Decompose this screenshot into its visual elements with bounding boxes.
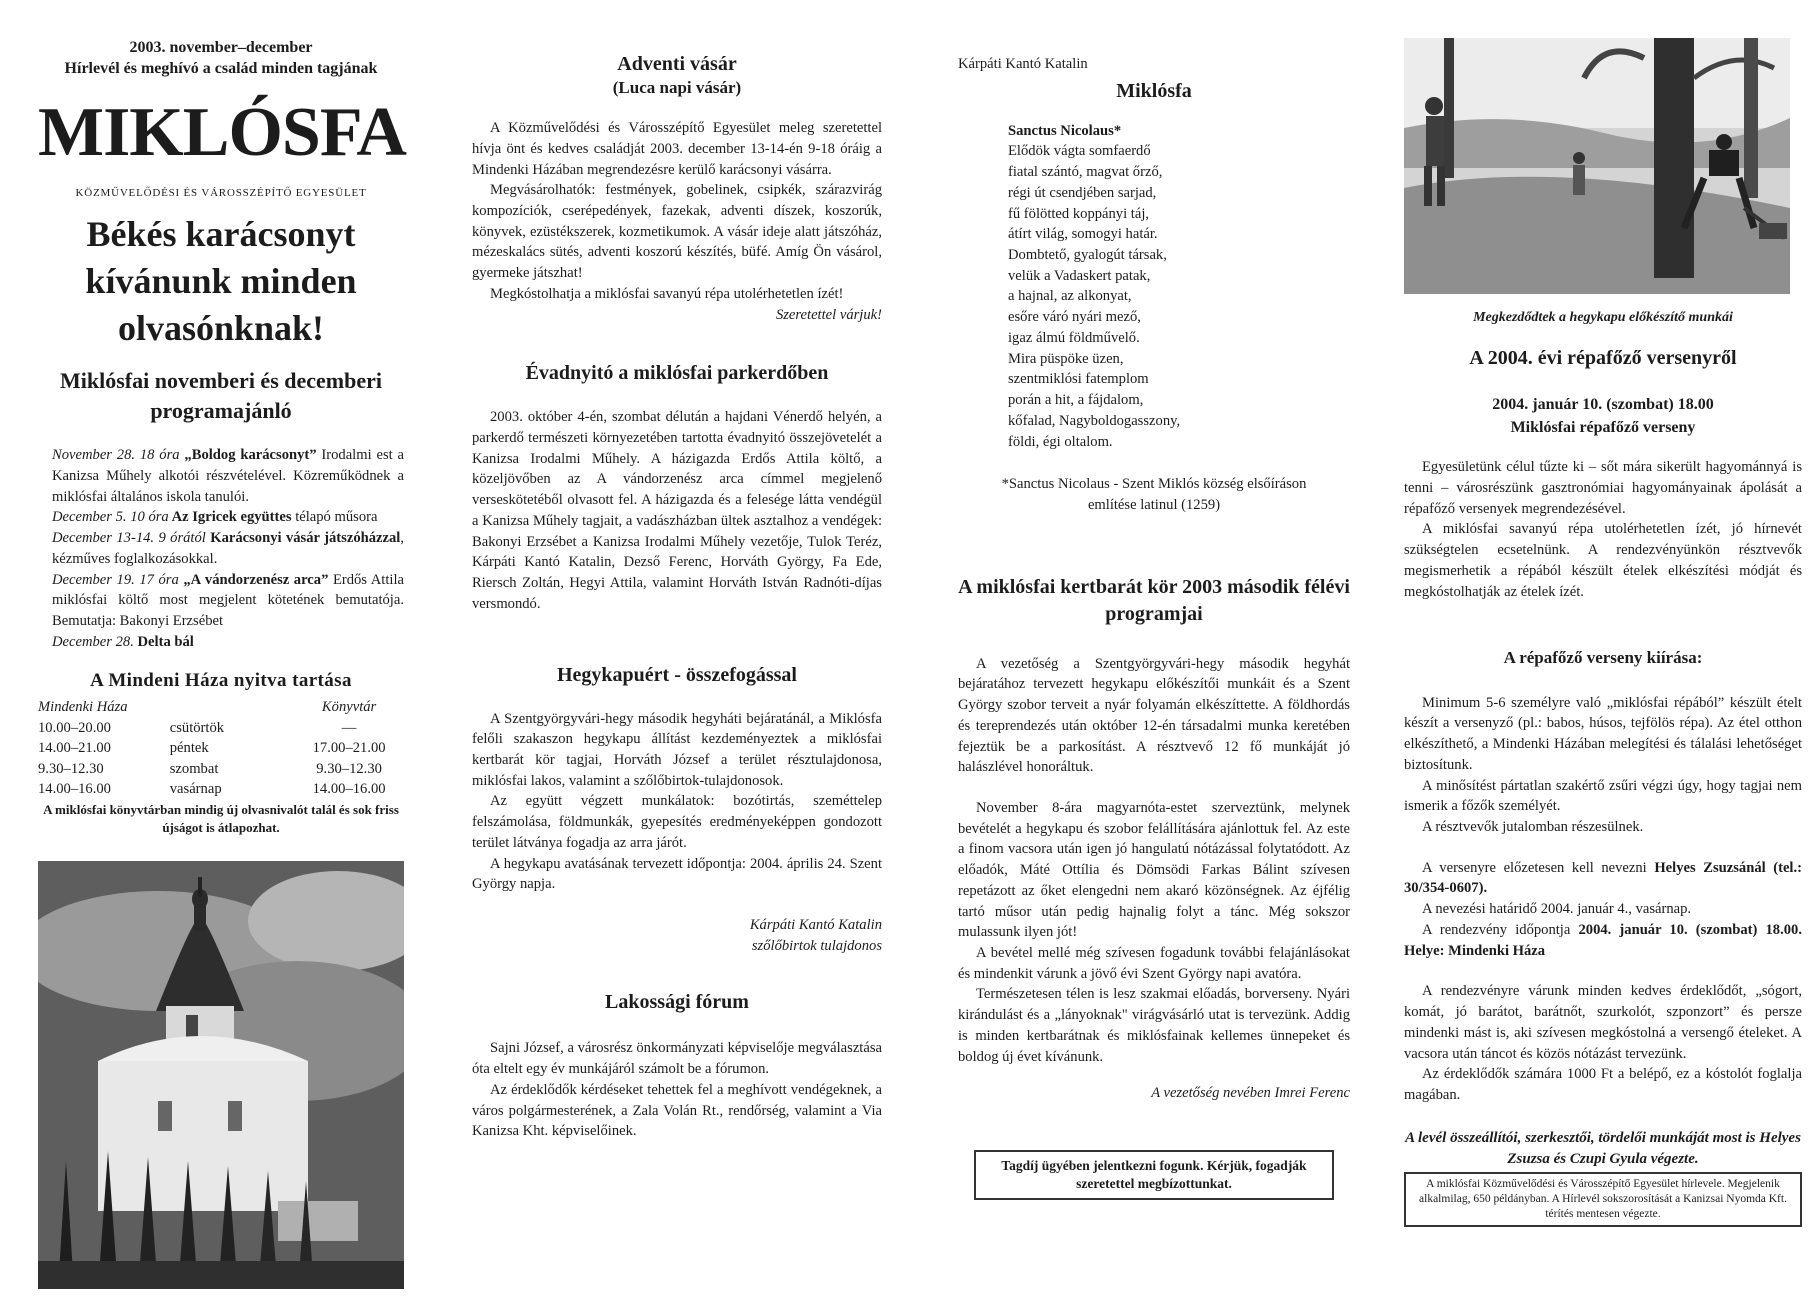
advent-fair-signature: Szeretettel várjuk! <box>775 306 882 323</box>
advent-fair-subtitle: (Luca napi vásár) <box>612 78 742 97</box>
poem-line: Mira püspöke üzen, <box>1008 350 1124 367</box>
poem-line: Elődök vágta somfaerdő <box>1008 143 1151 160</box>
poem <box>958 121 1350 453</box>
table-row: 14.00–21.00 péntek 17.00–21.00 <box>38 740 386 757</box>
contest-name: Miklósfai répafőző verseny <box>1510 418 1696 436</box>
poem-line: a hajnal, az alkonyat, <box>1008 288 1132 305</box>
garden-club-signature: A vezetőség nevében Imrei Ferenc <box>1151 1085 1350 1102</box>
table-row: 9.30–12.30 szombat 9.30–12.30 <box>38 760 382 777</box>
event-item: December 5. 10 óra Az Igricek együttes télapó műsora <box>52 509 378 526</box>
opening-hours-title: A Mindeni Háza nyitva tartása <box>90 670 352 692</box>
contest-rules-paragraph: A versenyre előzetesen kell nevezni Helyes Zsuzsánál (tel.: 30/354-0607). <box>1404 859 1802 897</box>
hill-gate-photo <box>1404 38 1790 294</box>
hill-gate-author: Kárpáti Kantó Katalin <box>749 916 882 933</box>
workers-illustration <box>1404 38 1790 294</box>
event-list <box>38 445 404 652</box>
garden-club-title: A miklósfai kertbarát kör 2003 második félévi programjai <box>958 575 1350 625</box>
poem-footnote: *Sanctus Nicolaus - Szent Miklós község elsőíráson említése latinul (1259) <box>1001 476 1307 513</box>
poem-line: fű fölötted koppányi táj, <box>1008 205 1150 222</box>
issue-date: 2003. november–december <box>129 39 313 56</box>
garden-club-paragraph: A bevétel mellé még szívesen fogadunk további felajánlásokat és mindenkit várunk a jövő évi Szent György napi avatóra. <box>958 945 1350 982</box>
opening-hours-table <box>38 697 404 799</box>
public-forum-paragraph: Az érdeklődők kérdéseket tehettek fel a meghívott vendégeknek, a város polgármesterének, a Zala Volán Rt., rendőrség, valamint a Via Kanizsa Kht. képviselőinek. <box>472 1081 882 1140</box>
hill-gate-paragraph: A Szentgyörgyvári-hegy második hegyháti bejáratánál, a Miklósfa felőli szakaszon hegykapu állítást kezdeményeztek a miklósfai kertbarát kör tagjai, Horváth József a terület résztulajdonosa, miklósfai lakos, valamint a szőlőbirtok-tulajdonosok. <box>472 710 882 789</box>
contest-date: 2004. január 10. (szombat) 18.00 <box>1492 395 1714 413</box>
contest-rules-paragraph: Minimum 5-6 személyre való „miklósfai répából” készült ételt készít a versenyző (pl.: babos, húsos, tejfölös répa). Az étel otthon elkészíthető, a Mindenki Házában melegítési és tálalási lehetőséget biztosítunk. <box>1404 694 1802 773</box>
hill-gate-title: Hegykapuért - összefogással <box>557 663 797 686</box>
poem-line: fiatal szántó, magvat őrző, <box>1008 164 1163 181</box>
poem-heading: Sanctus Nicolaus* <box>1008 122 1122 139</box>
poem-line: földi, égi oltalom. <box>1008 433 1113 450</box>
contest-rules-title: A répafőző verseny kiírása: <box>1503 648 1703 668</box>
poem-line: Dombtető, gyalogút társak, <box>1008 247 1167 264</box>
hill-gate-paragraph: A hegykapu avatásának tervezett időpontja: 2004. április 24. Szent György napja. <box>472 855 882 893</box>
poem-line: átírt világ, somogyi határ. <box>1008 226 1158 243</box>
poem-line: igaz álmú földművelő. <box>1008 329 1140 346</box>
garden-club-paragraph: November 8-ára magyarnóta-estet szerveztünk, melynek bevételét a hegykapu és szobor felállítására ajánlottuk fel. Az este a finom vacsora után igen jó hangulatú nótázással folytatódott. Az előadók, Máté Ottília és Dömsödi Farkas Bálint szívesen repetázott az őket elengedni nem akaró közönségnek. Az éjfélig tartó műsor után pedig hajnalig folyt a tánc. Még sokszor mulassunk ilyen jót! <box>958 799 1350 941</box>
organization-name: KÖZMŰVELŐDÉSI ÉS VÁROSSZÉPÍTŐ EGYESÜLET <box>75 186 367 199</box>
contest-rules-paragraph: A nevezési határidő 2004. január 4., vasárnap. <box>1422 901 1692 918</box>
issue-subtitle: Hírlevél és meghívó a család minden tagjának <box>64 59 378 77</box>
advent-fair-paragraph: Megkóstolhatja a miklósfai savanyú répa utolérhetetlen ízét! <box>490 285 844 302</box>
public-forum-paragraph: Sajni József, a városrész önkormányzati képviselője megválasztása óta eltelt egy év munkájáról számolt be a fórumon. <box>472 1040 882 1078</box>
contest-rules-paragraph: A rendezvényre várunk minden kedves érdeklődőt, „sógort, komát, jó barátot, barátnőt, szurkolót, szponzort” és persze mindenki mást is, aki szívesen megkóstolná a versengő ételeket. A vacsora után táncot és közös nótázást tervezünk. <box>1404 983 1802 1062</box>
advent-fair-title: Adventi vásár <box>617 53 737 75</box>
membership-notice: Tagdíj ügyében jelentkezni fogunk. Kérjük, fogadják szeretettel megbízottunkat. <box>974 1150 1334 1200</box>
hill-gate-paragraph: Az együtt végzett munkálatok: bozótirtás, szeméttelep felszámolása, földmunkák, gyepesítés eredményeképpen gondozott terület látványa fogadja az arra járót. <box>472 793 882 851</box>
turnip-contest-title: A 2004. évi répafőző versenyről <box>1469 346 1737 369</box>
poem-author: Kárpáti Kantó Katalin <box>958 56 1088 72</box>
christmas-greeting: Békés karácsonyt kívánunk minden olvasónknak! <box>85 214 357 348</box>
poem-line: régi út csendjében sarjad, <box>1008 184 1157 201</box>
library-note: A miklósfai könyvtárban mindig új olvasnivalót talál és sok friss újságot is átlapozhat. <box>43 802 399 835</box>
garden-club-paragraph: A vezetőség a Szentgyörgyvári-hegy második hegyhát bejáratához tervezett hegykapu előkészítői munkáit és a Szent György szobor terveit a nyár folyamán elkészíttette. A földhordás és tereprendezés után október 12-én társadalmi munka keretében fejeztük be a parkosítást. A résztvevő 12 fő munkáját jó halászlével honoráltuk. <box>958 655 1350 776</box>
season-opening-paragraph: 2003. október 4-én, szombat délután a hajdani Vénerdő helyén, a parkerdő természeti környezetében tartotta évadnyitó összejövetelét a Kanizsa Irodalmi Műhely. A házigazda Erdős Attila költő, a közeljövőben az A vándorzenész arca címmel megjelenő verseskötetéből olvasott fel. A házigazda és a felesége látta vendégül a Kanizsa Műhely tagjait, a vadászházban ültek asztalhoz a vendégek: Bakonyi Erzsébet a Kanizsa Irodalmi Műhely vezetője, Tulok Teréz, Kárpáti Kantó Katalin, Dezső Ferenc, Horváth György, Fa Ede, Riersch Zoltán, Hegyi Attila, valamint Horváth István Radnóti-díjas versmondó. <box>472 409 882 612</box>
imprint-box: A miklósfai Közművelődési és Városszépítő Egyesület hírlevele. Megjelenik alkalmilag, 650 példányban. A Hírlevél sokszorosítását a Kanizsai Nyomda Kft. térítés mentesen végezte. <box>1404 1172 1802 1227</box>
public-forum-title: Lakossági fórum <box>605 991 749 1014</box>
column-2 <box>426 38 904 1300</box>
advent-fair-paragraph: A Közművelődési és Városszépítő Egyesület meleg szeretettel hívja önt és kedves családját 2003. december 13-14-én 9-18 óráig a Mindenki Házában megrendezésre kerülő karácsonyi vásárra. <box>472 120 882 178</box>
poem-line: porán a hit, a fájdalom, <box>1008 392 1144 409</box>
table-row: 10.00–20.00 csütörtök — <box>38 719 357 736</box>
masthead: MIKLÓSFA <box>38 93 406 171</box>
contest-paragraph: Egyesületünk célul tűzte ki – sőt mára sikerült hagyománnyá is tenni – városrészünk gasztronómiai hagyományainak ápolását a répafőző versenyek megrendezésével. <box>1404 459 1802 517</box>
table-row: 14.00–16.00 vasárnap 14.00–16.00 <box>38 781 386 798</box>
event-item: November 28. 18 óra „Boldog karácsonyt” Irodalmi est a Kanizsa Műhely alkotói részvételével. Közreműködnek a miklósfai általános iskola tanulói. <box>52 447 404 505</box>
program-title: Miklósfai novemberi és decemberi programajánló <box>60 367 382 424</box>
poem-line: esőre váró nyári mező, <box>1008 309 1141 326</box>
garden-club-paragraph: Természetesen télen is lesz szakmai előadás, borverseny. Nyári kirándulást és a „lányoknak" virágvásárló utat is tervezünk. Addig is minden kertbarátnak és miklósfainak kellemes ünnepeket és boldog új évet kívánunk. <box>958 986 1350 1065</box>
poem-line: kőfalad, Nagyboldogasszony, <box>1008 412 1181 429</box>
advent-fair-paragraph: Megvásárolhatók: festmények, gobelinek, csipkék, szárazvirág kompozíciók, cserépedények, fazekak, adventi díszek, koszorúk, könyvek, ezüstékszerek, kozmetikumok. A vásár ideje alatt játszóház, mézeskalács sütés, adventi koszorú készítés, büfé. Amíg Ön vásárol, gyermeke játszhat! <box>472 182 882 282</box>
column-3 <box>904 38 1374 1300</box>
contest-paragraph: A miklósfai savanyú répa utolérhetetlen ízét, jó hírnevét szükségtelen ecsetelnünk. A rendezvényünkön résztvevők megismerhetik a répából készült ételek elkészítési módját és megkóstolhatják az ételek ízét. <box>1404 521 1802 600</box>
poem-title: Miklósfa <box>1116 79 1192 102</box>
table-header: Mindenki Háza Könyvtár <box>38 699 377 716</box>
event-item: December 28. Delta bál <box>52 633 194 650</box>
contest-rules-paragraph: A résztvevők jutalomban részesülnek. <box>1422 819 1644 836</box>
contest-rules-paragraph: A rendezvény időpontja 2004. január 10. (szombat) 18.00. Helye: Mindenki Háza <box>1404 921 1802 959</box>
church-illustration <box>38 861 404 1289</box>
church-photo <box>38 861 404 1289</box>
hill-gate-author-role: szőlőbirtok tulajdonos <box>751 937 882 954</box>
poem-line: szentmiklósi fatemplom <box>1008 371 1149 388</box>
event-item: December 19. 17 óra „A vándorzenész arca” Erdős Attila miklósfai költő most megjelent kötetének bemutatója. Bemutatja: Bakonyi Erzsébet <box>52 571 404 629</box>
contest-rules-paragraph: Az érdeklődők számára 1000 Ft a belépő, ez a kóstolót foglalja magában. <box>1404 1066 1802 1103</box>
column-4 <box>1374 38 1802 1300</box>
column-1 <box>38 38 426 1300</box>
poem-line: velük a Vadaskert patak, <box>1008 267 1151 284</box>
season-opening-title: Évadnyitó a miklósfai parkerdőben <box>525 362 829 385</box>
contest-rules-paragraph: A minősítést pártatlan szakértő zsűri végzi úgy, hogy tagjai nem ismerik a főzők személyét. <box>1404 777 1802 815</box>
photo-caption: Megkezdődtek a hegykapu előkészítő munkái <box>1473 310 1733 325</box>
event-item: December 13-14. 9 órától Karácsonyi vásár játszóházzal, kézműves foglalkozásokkal. <box>52 530 404 567</box>
editors-credit: A levél összeállítói, szerkesztői, tördelői munkáját most is Helyes Zsuzsa és Czupi Gyula végezte. <box>1405 1129 1801 1167</box>
